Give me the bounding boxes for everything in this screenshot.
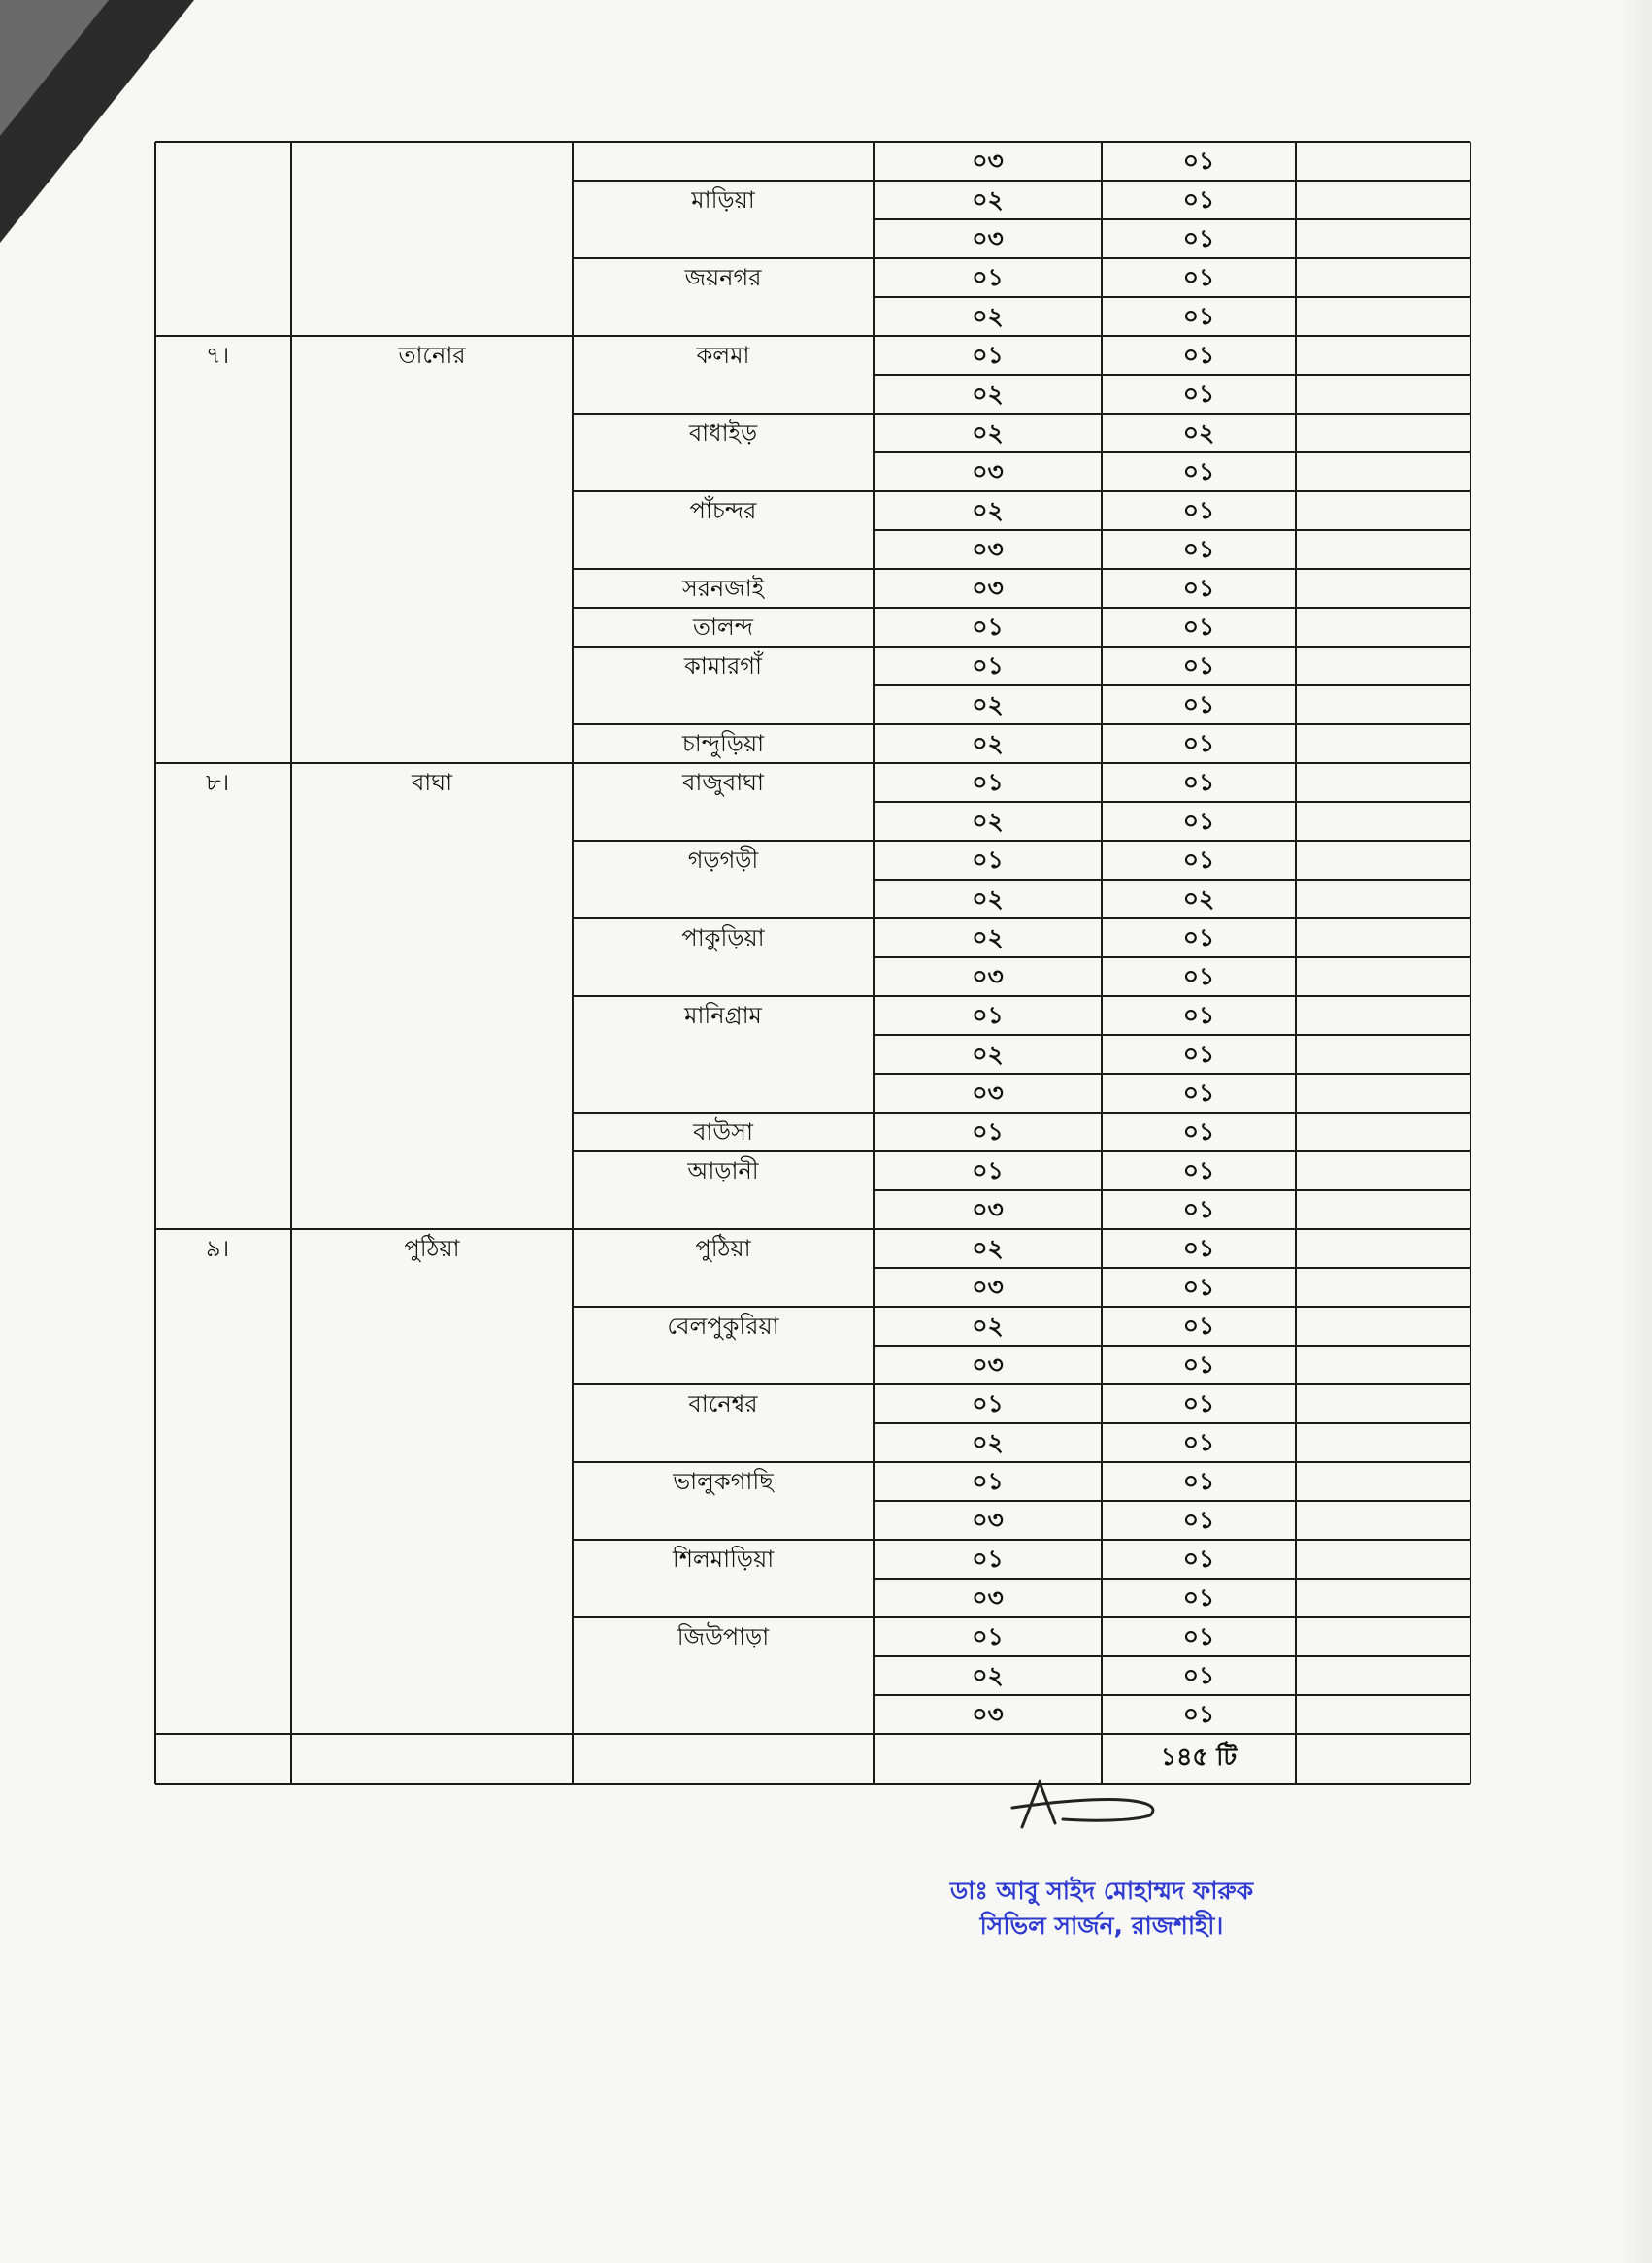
ward-number: ০৩	[972, 1195, 1004, 1223]
ward-number: ০১	[972, 1622, 1004, 1650]
ward-number: ০২	[972, 380, 1004, 408]
ward-number: ০১	[972, 1545, 1004, 1573]
center-count: ০১	[1182, 729, 1215, 757]
ward-number: ০৩	[972, 962, 1004, 990]
ward-number: ০২	[972, 923, 1004, 951]
center-count: ০১	[1182, 496, 1215, 524]
ward-number: ০৩	[972, 574, 1004, 602]
union-name: কামারগাঁ	[684, 652, 762, 680]
center-count: ০১	[1182, 263, 1215, 291]
ward-number: ০১	[972, 341, 1004, 369]
folded-corner-paper	[0, 0, 109, 136]
center-count: ০১	[1182, 1350, 1215, 1379]
union-name: শিলমাড়িয়া	[672, 1546, 775, 1573]
ward-number: ০৩	[972, 1583, 1004, 1612]
center-count: ০১	[1182, 1506, 1215, 1534]
serial-number: ৯।	[206, 1235, 230, 1262]
center-count: ০২	[1182, 884, 1215, 913]
union-ward-table	[155, 142, 1470, 1784]
handwritten-signature	[1005, 1777, 1170, 1835]
center-count: ০১	[1182, 807, 1215, 835]
union-name: বেলপুকুরিয়া	[667, 1313, 779, 1340]
ward-number: ০১	[972, 1389, 1004, 1417]
center-count: ০১	[1182, 224, 1215, 252]
ward-number: ০২	[972, 302, 1004, 330]
ward-number: ০১	[972, 846, 1004, 874]
serial-number: ৮।	[206, 769, 230, 796]
center-count: ০১	[1182, 1234, 1215, 1262]
union-name: চান্দুড়িয়া	[681, 730, 765, 757]
union-name: তালন্দ	[692, 614, 754, 641]
center-count: ০১	[1182, 457, 1215, 485]
union-name: পুঠিয়া	[695, 1235, 751, 1262]
ward-number: ০৩	[972, 1506, 1004, 1534]
union-name: গড়গড়ী	[687, 847, 759, 874]
ward-number: ০১	[972, 1117, 1004, 1146]
union-name: কলমা	[696, 342, 750, 369]
ward-number: ০২	[972, 1428, 1004, 1456]
center-count: ০১	[1182, 1622, 1215, 1650]
center-count: ০১	[1182, 535, 1215, 563]
center-count: ০১	[1182, 1001, 1215, 1029]
center-count: ০১	[1182, 1040, 1215, 1068]
ward-number: ০২	[972, 418, 1004, 447]
upazila-name: তানোর	[398, 342, 466, 369]
ward-number: ০৩	[972, 1700, 1004, 1728]
ward-number: ০২	[972, 690, 1004, 718]
union-name: মানিগ্রাম	[684, 1002, 762, 1029]
center-count: ০১	[1182, 147, 1215, 175]
ward-number: ০২	[972, 1312, 1004, 1340]
ward-number: ০১	[972, 1001, 1004, 1029]
ward-number: ০৩	[972, 1079, 1004, 1107]
center-count: ০১	[1182, 846, 1215, 874]
center-count: ০১	[1182, 1700, 1215, 1728]
serial-number: ৭।	[206, 342, 230, 369]
ward-number: ০১	[972, 651, 1004, 680]
ward-number: ০২	[972, 1661, 1004, 1689]
ward-number: ০৩	[972, 457, 1004, 485]
ward-number: ০২	[972, 1040, 1004, 1068]
union-name: বানেশ্বর	[688, 1390, 758, 1417]
center-count: ০১	[1182, 962, 1215, 990]
center-count: ০১	[1182, 1312, 1215, 1340]
ward-number: ০২	[972, 807, 1004, 835]
center-count: ০১	[1182, 768, 1215, 796]
center-count: ০১	[1182, 690, 1215, 718]
ward-number: ০৩	[972, 147, 1004, 175]
center-count: ০১	[1182, 185, 1215, 214]
union-name: জয়নগর	[684, 264, 762, 291]
ward-number: ০৩	[972, 1350, 1004, 1379]
union-name: বাউসা	[693, 1118, 753, 1146]
ward-number: ০১	[972, 263, 1004, 291]
center-count: ০১	[1182, 1079, 1215, 1107]
ward-number: ০১	[972, 1156, 1004, 1184]
center-count: ০১	[1182, 380, 1215, 408]
center-count: ০১	[1182, 341, 1215, 369]
ward-number: ০১	[972, 1467, 1004, 1495]
union-name: জিউপাড়া	[677, 1623, 770, 1650]
ward-number: ০২	[972, 729, 1004, 757]
center-count: ০১	[1182, 1545, 1215, 1573]
center-count: ০১	[1182, 1389, 1215, 1417]
center-count: ০১	[1182, 1273, 1215, 1301]
union-name: বাধাইড়	[688, 419, 758, 447]
union-name: পাঁচন্দর	[689, 497, 757, 524]
union-name: ভালুকগাছি	[673, 1468, 774, 1495]
signatory-name: ডাঃ আবু সাইদ মোহাম্মদ ফারুক	[949, 1877, 1254, 1905]
ward-number: ০১	[972, 768, 1004, 796]
ward-number: ০৩	[972, 535, 1004, 563]
center-count: ০১	[1182, 1661, 1215, 1689]
page-edge-shadow	[1617, 0, 1652, 2263]
center-count: ০১	[1182, 574, 1215, 602]
center-count: ০২	[1182, 418, 1215, 447]
center-count: ০১	[1182, 1467, 1215, 1495]
signatory-designation: সিভিল সার্জন, রাজশাহী।	[979, 1912, 1224, 1940]
upazila-name: বাঘা	[411, 769, 453, 796]
center-count: ০১	[1182, 651, 1215, 680]
center-count: ০১	[1182, 302, 1215, 330]
ward-number: ০২	[972, 496, 1004, 524]
ward-number: ০২	[972, 1234, 1004, 1262]
ward-number: ০৩	[972, 224, 1004, 252]
center-count: ০১	[1182, 1428, 1215, 1456]
union-name: সরনজাই	[681, 575, 765, 602]
center-count: ০১	[1182, 1156, 1215, 1184]
ward-number: ০২	[972, 185, 1004, 214]
ward-number: ০২	[972, 884, 1004, 913]
union-name: মাড়িয়া	[691, 186, 755, 214]
ward-number: ০১	[972, 613, 1004, 641]
ward-number: ০৩	[972, 1273, 1004, 1301]
center-count: ০১	[1182, 1195, 1215, 1223]
union-name: পাকুড়িয়া	[681, 924, 765, 951]
center-count: ০১	[1182, 613, 1215, 641]
union-name: আড়ানী	[687, 1157, 759, 1184]
total-count: ১৪৫ টি	[1160, 1743, 1238, 1771]
center-count: ০১	[1182, 1583, 1215, 1612]
center-count: ০১	[1182, 1117, 1215, 1146]
center-count: ০১	[1182, 923, 1215, 951]
upazila-name: পুঠিয়া	[404, 1235, 460, 1262]
union-name: বাজুবাঘা	[682, 769, 764, 796]
